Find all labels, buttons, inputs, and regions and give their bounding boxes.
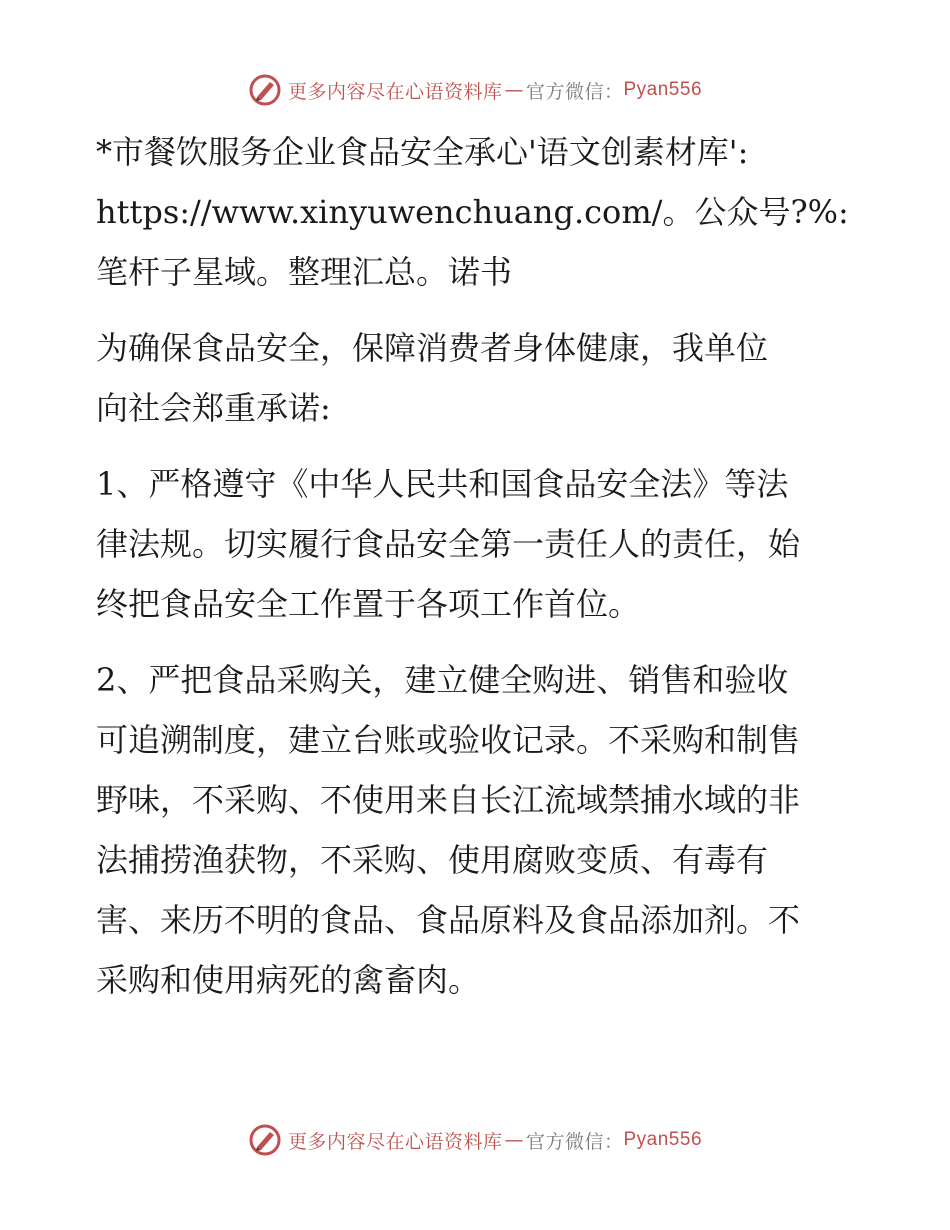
pen-circle-logo-icon [248,73,282,107]
paragraph-item-2 [96,650,866,1010]
banner-separator: — [504,1129,524,1151]
text-line: 采购和使用病死的禽畜肉。 [96,961,481,999]
text-line: *市餐饮服务企业食品安全承心'语文创素材库': [96,133,749,171]
banner-wechat-label: 官方微信： [525,80,624,103]
text-line: 野味，不采购、不使用来自长江流域禁捕水域的非 [96,781,801,819]
text-line: 笔杆子星域。整理汇总。诺书 [96,253,513,291]
paragraph-intro [96,122,866,302]
banner-wechat-id: Pyan556 [623,1129,703,1150]
text-line: 终把食品安全工作置于各项工作首位。 [96,585,641,623]
paragraph-preamble [96,318,866,438]
text-line: 2、严把食品采购关，建立健全购进、销售和验收 [96,661,789,699]
text-line: 律法规。切实履行食品安全第一责任人的责任，始 [96,525,801,563]
text-line: 害、来历不明的食品、食品原料及食品添加剂。不 [96,901,801,939]
text-line: 可追溯制度，建立台账或验收记录。不采购和制售 [96,721,801,759]
text-line: 向社会郑重承诺: [96,389,331,427]
banner-text: 更多内容尽在心语资料库 [287,1130,503,1153]
banner-wechat-id: Pyan556 [623,79,703,100]
document-body [96,122,866,1026]
text-line: https://www.xinyuwenchuang.com/。公众号?%: [96,193,849,231]
banner-wechat-label: 官方微信： [525,1130,624,1153]
footer-watermark-banner [0,1120,950,1160]
banner-text: 更多内容尽在心语资料库 [287,80,503,103]
text-line: 为确保食品安全，保障消费者身体健康，我单位 [96,329,769,367]
header-watermark-banner [0,70,950,110]
text-line: 法捕捞渔获物，不采购、使用腐败变质、有毒有 [96,841,769,879]
paragraph-item-1 [96,454,866,634]
banner-separator: — [504,79,524,101]
pen-circle-logo-icon [248,1123,282,1157]
text-line: 1、严格遵守《中华人民共和国食品安全法》等法 [96,465,789,503]
